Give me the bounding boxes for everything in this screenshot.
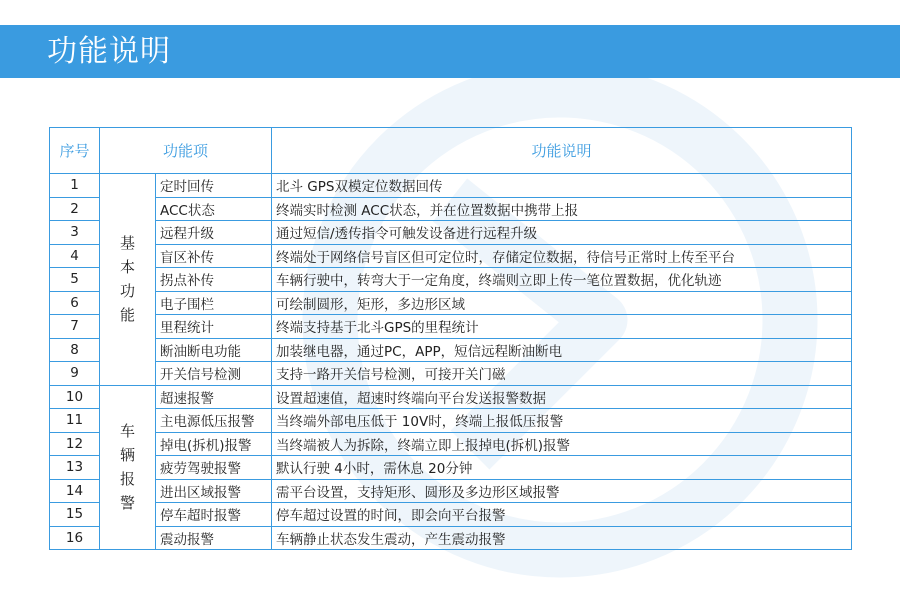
group-label-char: 本 — [119, 258, 135, 277]
function-item: 盲区补传 — [156, 244, 272, 268]
function-item: 远程升级 — [156, 221, 272, 245]
row-number: 15 — [50, 503, 100, 527]
group-label-char: 功 — [119, 282, 135, 301]
function-description: 加装继电器，通过PC，APP，短信远程断油断电 — [272, 338, 852, 362]
table-header-row — [50, 128, 852, 174]
row-number: 8 — [50, 338, 100, 362]
table-row — [50, 479, 852, 503]
function-item: 里程统计 — [156, 315, 272, 339]
table-row — [50, 244, 852, 268]
function-item: 开关信号检测 — [156, 362, 272, 386]
row-number: 14 — [50, 479, 100, 503]
row-number: 9 — [50, 362, 100, 386]
table-row — [50, 432, 852, 456]
row-number: 5 — [50, 268, 100, 292]
function-description: 车辆静止状态发生震动，产生震动报警 — [272, 526, 852, 550]
function-description: 车辆行驶中，转弯大于一定角度，终端则立即上传一笔位置数据，优化轨迹 — [272, 268, 852, 292]
group-label — [100, 174, 156, 386]
header-seq: 序号 — [50, 128, 100, 174]
table-row — [50, 362, 852, 386]
table-row — [50, 503, 852, 527]
group-label-char: 警 — [119, 494, 135, 513]
title-bar — [0, 25, 900, 78]
function-description: 默认行驶 4小时，需休息 20分钟 — [272, 456, 852, 480]
header-desc: 功能说明 — [272, 128, 852, 174]
function-description: 终端处于网络信号盲区但可定位时，存储定位数据，待信号正常时上传至平台 — [272, 244, 852, 268]
header-item: 功能项 — [100, 128, 272, 174]
group-label-char: 车 — [119, 422, 135, 441]
function-item: 停车超时报警 — [156, 503, 272, 527]
function-item: ACC状态 — [156, 197, 272, 221]
table-row — [50, 174, 852, 198]
row-number: 1 — [50, 174, 100, 198]
page-title: 功能说明 — [47, 34, 171, 69]
group-label-char: 能 — [119, 306, 135, 325]
function-item: 进出区域报警 — [156, 479, 272, 503]
function-description: 设置超速值，超速时终端向平台发送报警数据 — [272, 385, 852, 409]
row-number: 12 — [50, 432, 100, 456]
table-row — [50, 456, 852, 480]
group-label-char: 辆 — [119, 446, 135, 465]
group-label-char: 报 — [119, 470, 135, 489]
function-description: 终端支持基于北斗GPS的里程统计 — [272, 315, 852, 339]
table-row — [50, 338, 852, 362]
function-description: 可绘制圆形，矩形，多边形区域 — [272, 291, 852, 315]
function-description: 通过短信/透传指令可触发设备进行远程升级 — [272, 221, 852, 245]
function-item: 定时回传 — [156, 174, 272, 198]
group-label-char: 基 — [119, 234, 135, 253]
row-number: 13 — [50, 456, 100, 480]
table-row — [50, 526, 852, 550]
row-number: 6 — [50, 291, 100, 315]
function-description: 当终端外部电压低于 10V时，终端上报低压报警 — [272, 409, 852, 433]
table-row — [50, 197, 852, 221]
function-item: 超速报警 — [156, 385, 272, 409]
table-row — [50, 291, 852, 315]
function-description: 北斗 GPS双模定位数据回传 — [272, 174, 852, 198]
table-row — [50, 315, 852, 339]
table-row — [50, 268, 852, 292]
table-row — [50, 221, 852, 245]
function-description: 停车超过设置的时间，即会向平台报警 — [272, 503, 852, 527]
row-number: 4 — [50, 244, 100, 268]
table-row — [50, 385, 852, 409]
row-number: 3 — [50, 221, 100, 245]
function-item: 疲劳驾驶报警 — [156, 456, 272, 480]
row-number: 10 — [50, 385, 100, 409]
function-item: 主电源低压报警 — [156, 409, 272, 433]
group-label — [100, 385, 156, 550]
function-item: 掉电(拆机)报警 — [156, 432, 272, 456]
function-item: 震动报警 — [156, 526, 272, 550]
table-row — [50, 409, 852, 433]
row-number: 16 — [50, 526, 100, 550]
function-description: 支持一路开关信号检测，可接开关门磁 — [272, 362, 852, 386]
function-table — [49, 127, 852, 550]
function-item: 电子围栏 — [156, 291, 272, 315]
function-description: 当终端被人为拆除，终端立即上报掉电(拆机)报警 — [272, 432, 852, 456]
row-number: 7 — [50, 315, 100, 339]
function-description: 终端实时检测 ACC状态，并在位置数据中携带上报 — [272, 197, 852, 221]
row-number: 2 — [50, 197, 100, 221]
function-description: 需平台设置，支持矩形、圆形及多边形区域报警 — [272, 479, 852, 503]
row-number: 11 — [50, 409, 100, 433]
function-item: 拐点补传 — [156, 268, 272, 292]
function-item: 断油断电功能 — [156, 338, 272, 362]
